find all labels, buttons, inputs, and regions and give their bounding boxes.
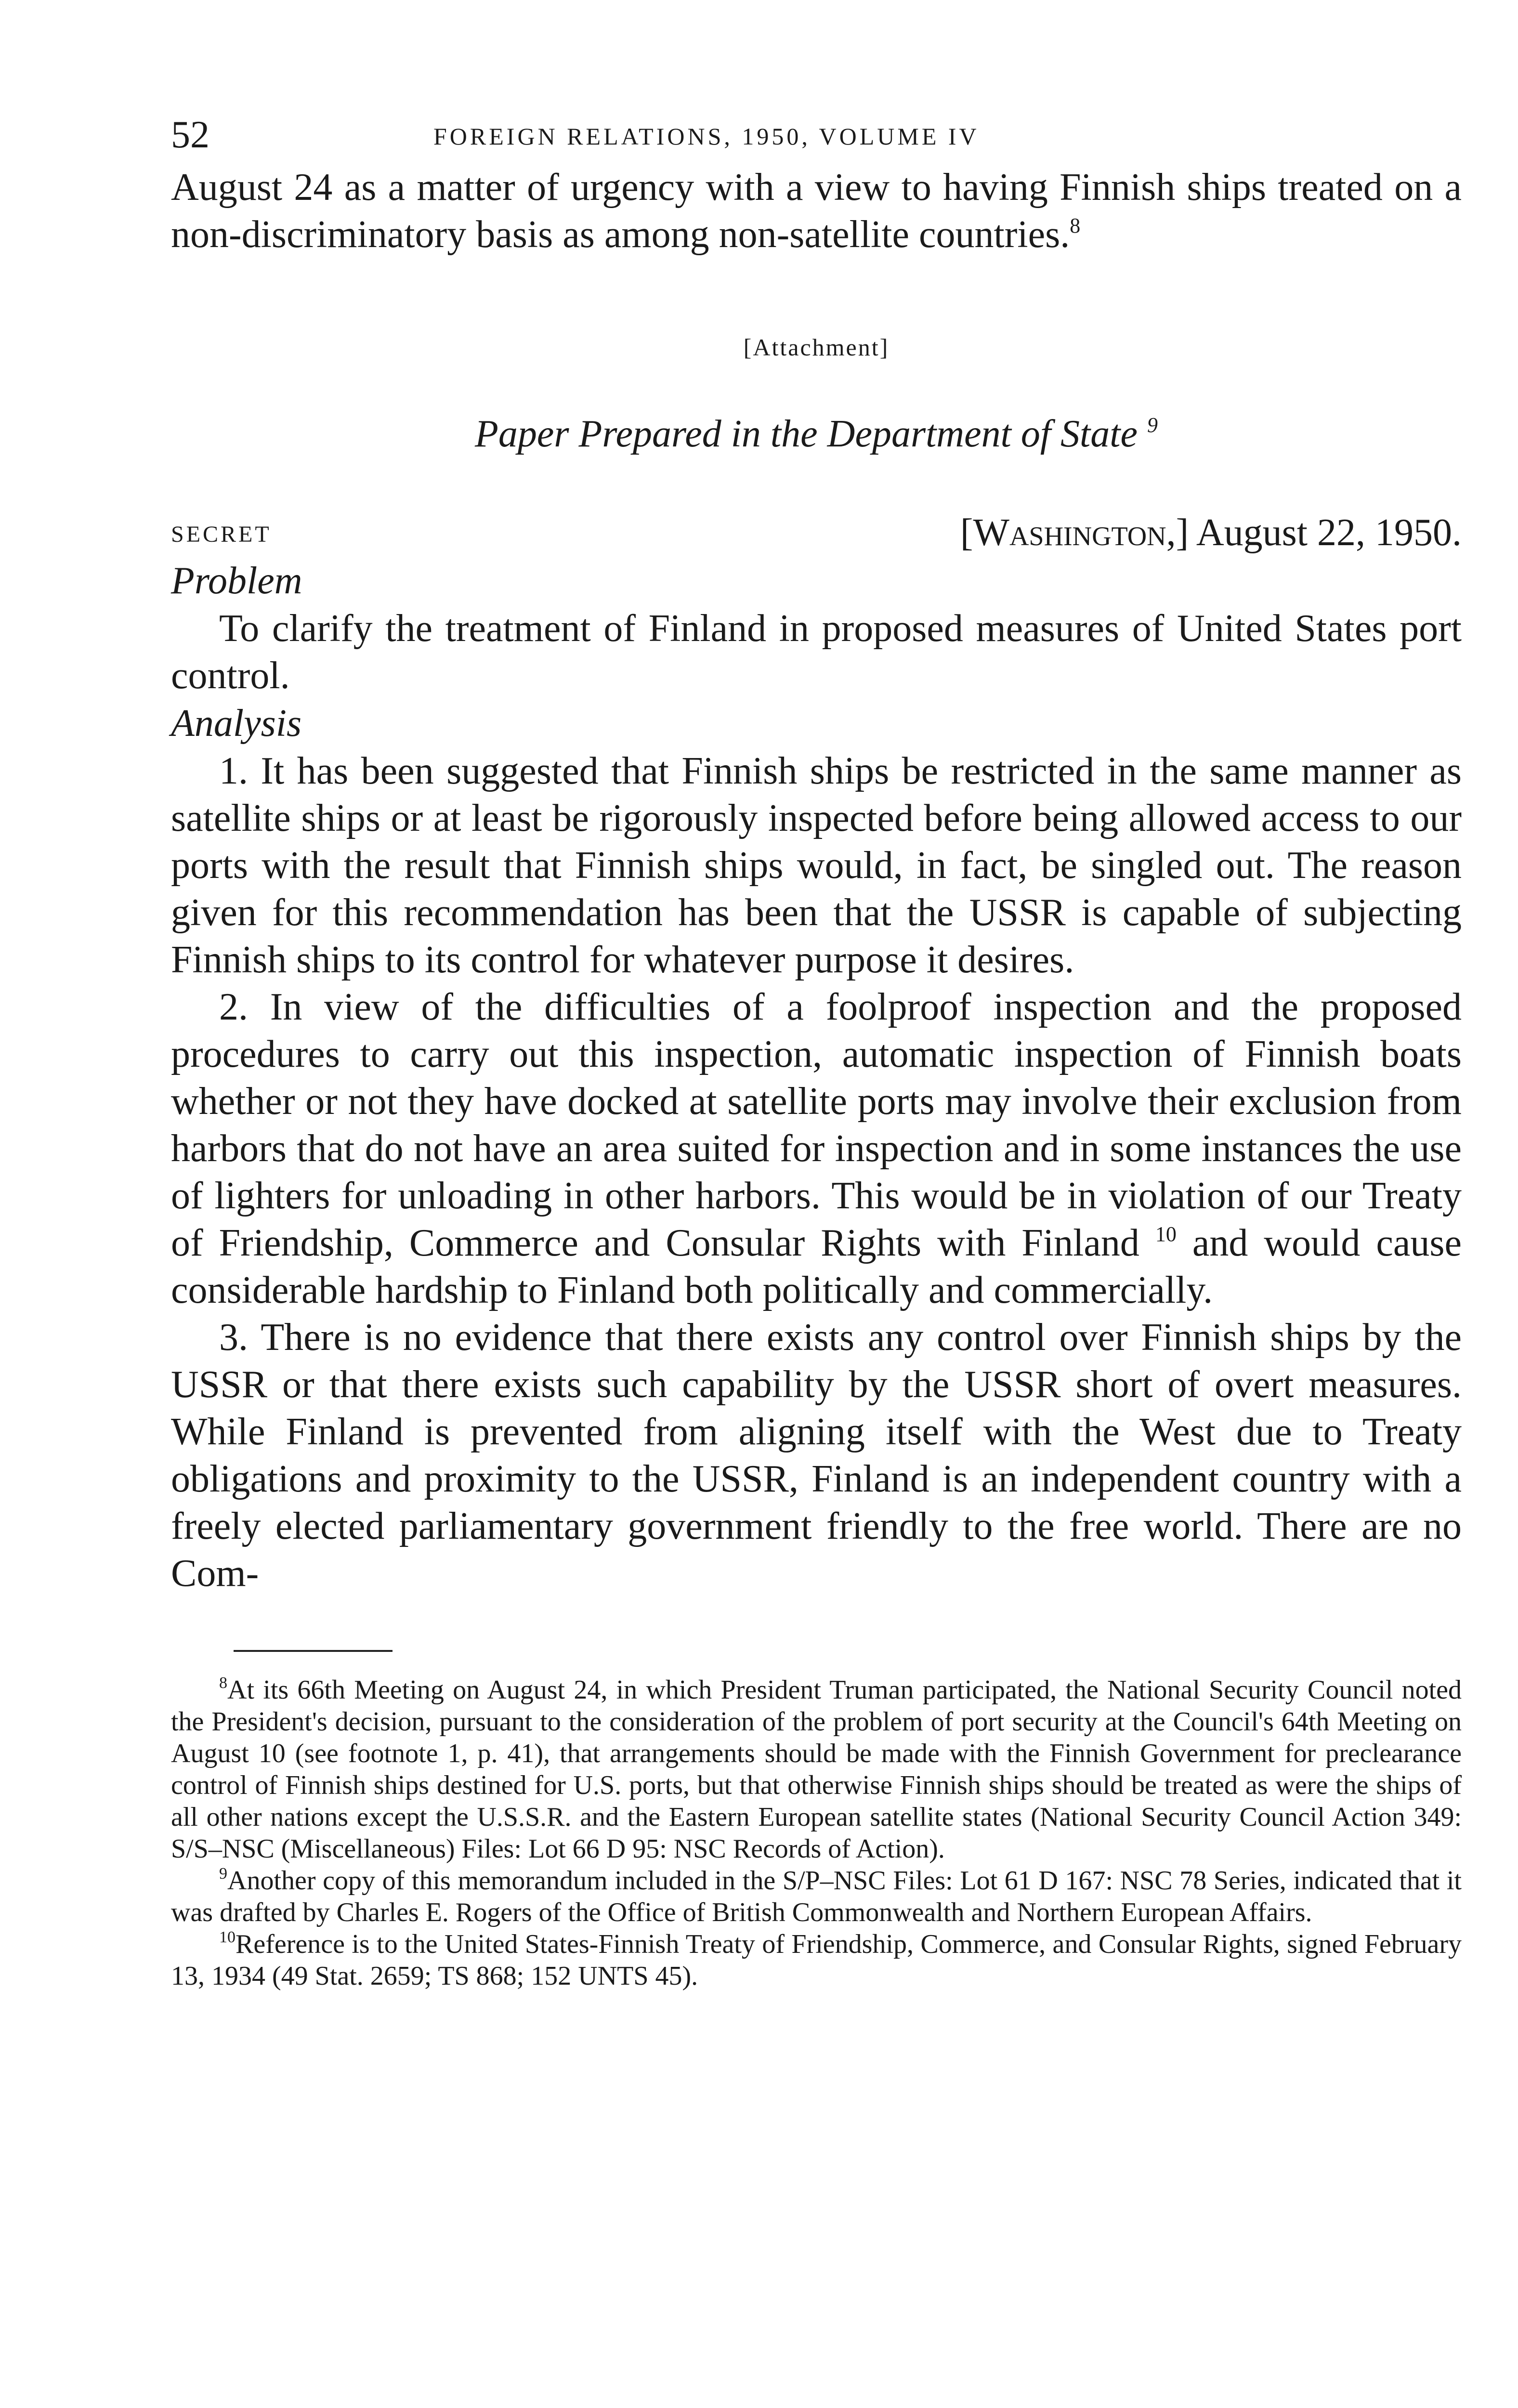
footnote-text: Reference is to the United States-Finnish Treaty of Friendship, Commerce, and Consular Rights, signed February 13, 1934 (49 Stat. 2659; TS 868; 152 UNTS 45). <box>171 1929 1462 1991</box>
intro-text: August 24 as a matter of urgency with a view to having Finnish ships treated on a non-discriminatory basis as among non-satellite countries. <box>171 166 1462 256</box>
document-page <box>171 111 1462 1992</box>
problem-heading: Problem <box>171 560 302 602</box>
footnote-ref-10[interactable]: 10 <box>1155 1222 1177 1246</box>
analysis-heading: Analysis <box>171 702 302 745</box>
dateline <box>171 509 1462 557</box>
running-head <box>171 111 1462 164</box>
attachment-label: [Attachment] <box>743 334 890 361</box>
footnote-8 <box>171 1674 1462 1865</box>
page-number: 52 <box>171 114 209 156</box>
analysis-p2-text-b: and would cause considerable hardship to Finland both politically and commercially. <box>171 1222 1462 1311</box>
place-name: Washington <box>973 511 1166 554</box>
paper-title-text: Paper Prepared in the Department of State <box>474 413 1138 455</box>
footnote-text: Another copy of this memorandum included in the S/P–NSC Files: Lot 61 D 167: NSC 78 Series, indicated that it was drafted by Charles E. Rogers of the Office of British Commonwealth and Northern European Affairs. <box>171 1866 1462 1927</box>
analysis-paragraph-2 <box>171 983 1462 1314</box>
footnote-9 <box>171 1865 1462 1928</box>
paper-title <box>171 410 1462 458</box>
date-line <box>960 509 1462 557</box>
running-title: FOREIGN RELATIONS, 1950, VOLUME IV <box>433 123 980 150</box>
analysis-paragraph-1: 1. It has been suggested that Finnish ships be restricted in the same manner as satellite ships or at least be rigorously inspected before being allowed access to our ports with the result that Finnish ships would, in fact, be singled out. The reason given for this recommendation has been that the USSR is capable of subjecting Finnish ships to its control for whatever purpose it desires. <box>171 750 1462 981</box>
close-bracket: ,] <box>1166 511 1189 554</box>
date-text: August 22, 1950. <box>1196 511 1462 554</box>
analysis-paragraph-3: 3. There is no evidence that there exists any control over Finnish ships by the USSR or that there exists such capability by the USSR short of overt measures. While Finland is prevented from aligning itself with the West due to Treaty obligations and proximity to the USSR, Finland is an independent country with a freely elected parliamentary government friendly to the free world. There are no Com- <box>171 1316 1462 1595</box>
open-bracket: [ <box>960 511 973 554</box>
footnote-ref-8[interactable]: 8 <box>1070 214 1081 237</box>
footnote-ref-9[interactable]: 9 <box>1147 413 1158 437</box>
analysis-p2-text-a: 2. In view of the difficulties of a foolproof inspection and the proposed procedures to carry out this inspection, automatic inspection of Finnish boats whether or not they have docked at satellite ports may involve their exclusion from harbors that do not have an area suited for inspection and in some instances the use of lighters for unloading in other harbors. This would be in violation of our Treaty of Friendship, Commerce and Consular Rights with Finland <box>171 986 1462 1264</box>
footnote-number: 9 <box>219 1865 227 1883</box>
intro-paragraph <box>171 164 1462 258</box>
footnote-number: 10 <box>219 1928 236 1946</box>
footnote-10 <box>171 1928 1462 1992</box>
footnote-divider <box>234 1650 393 1652</box>
classification-marking: SECRET <box>171 522 272 547</box>
footnote-text: At its 66th Meeting on August 24, in which President Truman participated, the National Security Council noted the President's decision, pursuant to the consideration of the problem of port security at the Council's 64th Meeting on August 10 (see footnote 1, p. 41), that arrangements should be made with the Finnish Government for preclearance control of Finnish ships destined for U.S. ports, but that otherwise Finnish ships should be treated as were the ships of all other nations except the U.S.S.R. and the Eastern European satellite states (National Security Council Action 349: S/S–NSC (Miscellaneous) Files: Lot 66 D 95: NSC Records of Action). <box>171 1675 1462 1864</box>
problem-text: To clarify the treatment of Finland in proposed measures of United States port control. <box>171 607 1462 697</box>
footnote-number: 8 <box>219 1674 227 1692</box>
